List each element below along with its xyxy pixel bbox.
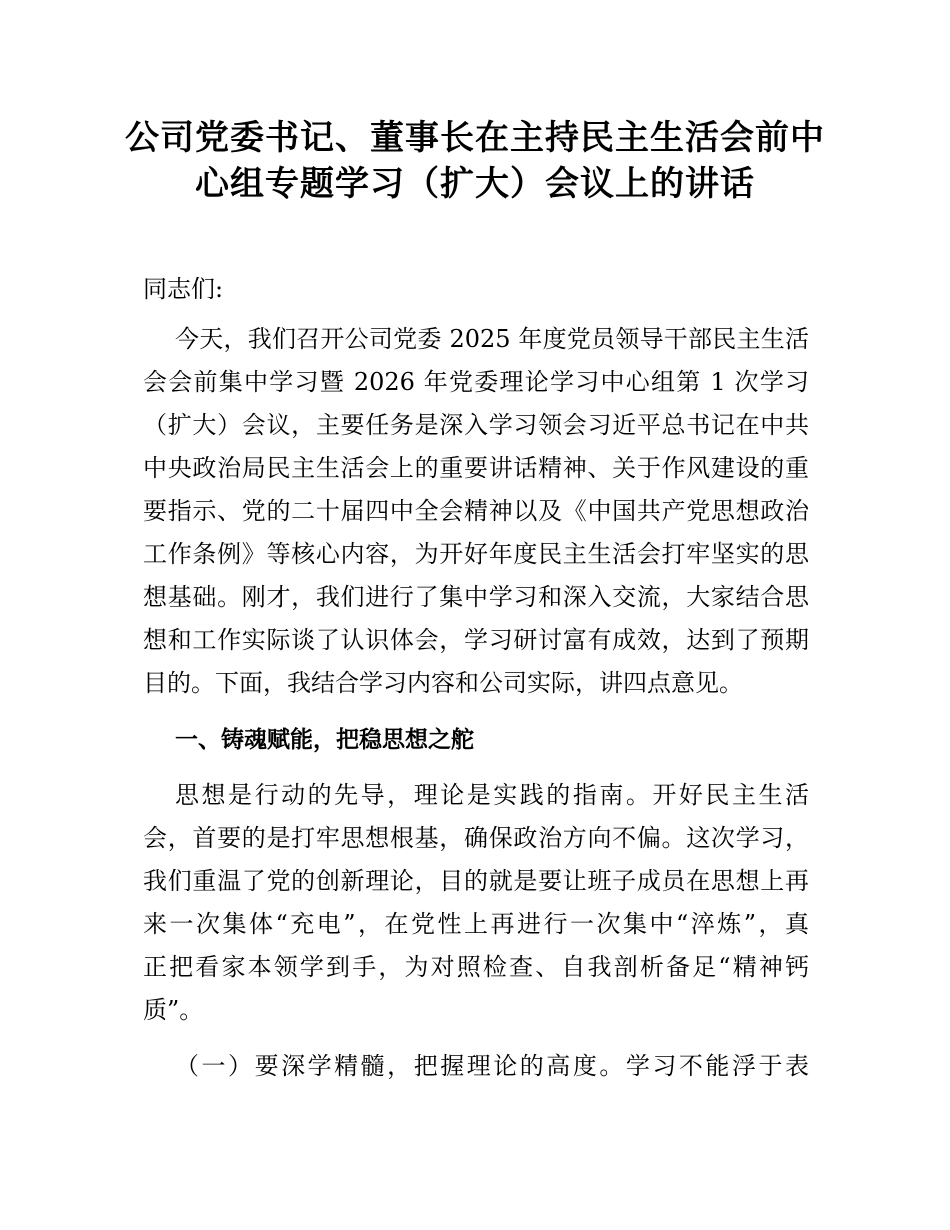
section-1-heading: 一、铸魂赋能，把稳思想之舵 — [175, 727, 474, 753]
intro-line-2: 会会前集中学习暨 2026 年党委理论学习中心组第 1 次学习 — [143, 368, 809, 396]
intro-line-4: 中央政治局民主生活会上的重要讲话精神、关于作风建设的重 — [143, 454, 809, 482]
section-1-line-4: 来一次集体“充电”，在党性上再进行一次集中“淬炼”，真 — [143, 910, 809, 938]
intro-line-8: 想和工作实际谈了认识体会，学习研讨富有成效，达到了预期 — [143, 626, 809, 654]
section-1-line-1: 思想是行动的先导，理论是实践的指南。开好民主生活 — [175, 781, 809, 809]
salutation: 同志们: — [143, 275, 224, 303]
intro-line-9: 目的。下面，我结合学习内容和公司实际，讲四点意见。 — [143, 669, 743, 697]
intro-line-6: 工作条例》等核心内容，为开好年度民主生活会打牢坚实的思 — [143, 540, 809, 568]
subsection-1-line-1: （一）要深学精髓，把握理论的高度。学习不能浮于表 — [175, 1052, 809, 1080]
section-1-line-5: 正把看家本领学到手，为对照检查、自我剖析备足“精神钙 — [143, 953, 809, 981]
section-1-line-6: 质”。 — [143, 996, 204, 1024]
section-1-line-3: 我们重温了党的创新理论，目的就是要让班子成员在思想上再 — [143, 867, 809, 895]
section-1-line-2: 会，首要的是打牢思想根基，确保政治方向不偏。这次学习， — [143, 824, 809, 852]
document-title-line-2: 心组专题学习（扩大）会议上的讲话 — [195, 164, 755, 204]
document-title-line-1: 公司党委书记、董事长在主持民主生活会前中 — [125, 118, 825, 158]
intro-line-7: 想基础。刚才，我们进行了集中学习和深入交流，大家结合思 — [143, 583, 809, 611]
intro-line-3: （扩大）会议，主要任务是深入学习领会习近平总书记在中共 — [143, 411, 809, 439]
intro-line-5: 要指示、党的二十届四中全会精神以及《中国共产党思想政治 — [143, 497, 809, 525]
intro-line-1: 今天，我们召开公司党委 2025 年度党员领导干部民主生活 — [175, 325, 809, 353]
